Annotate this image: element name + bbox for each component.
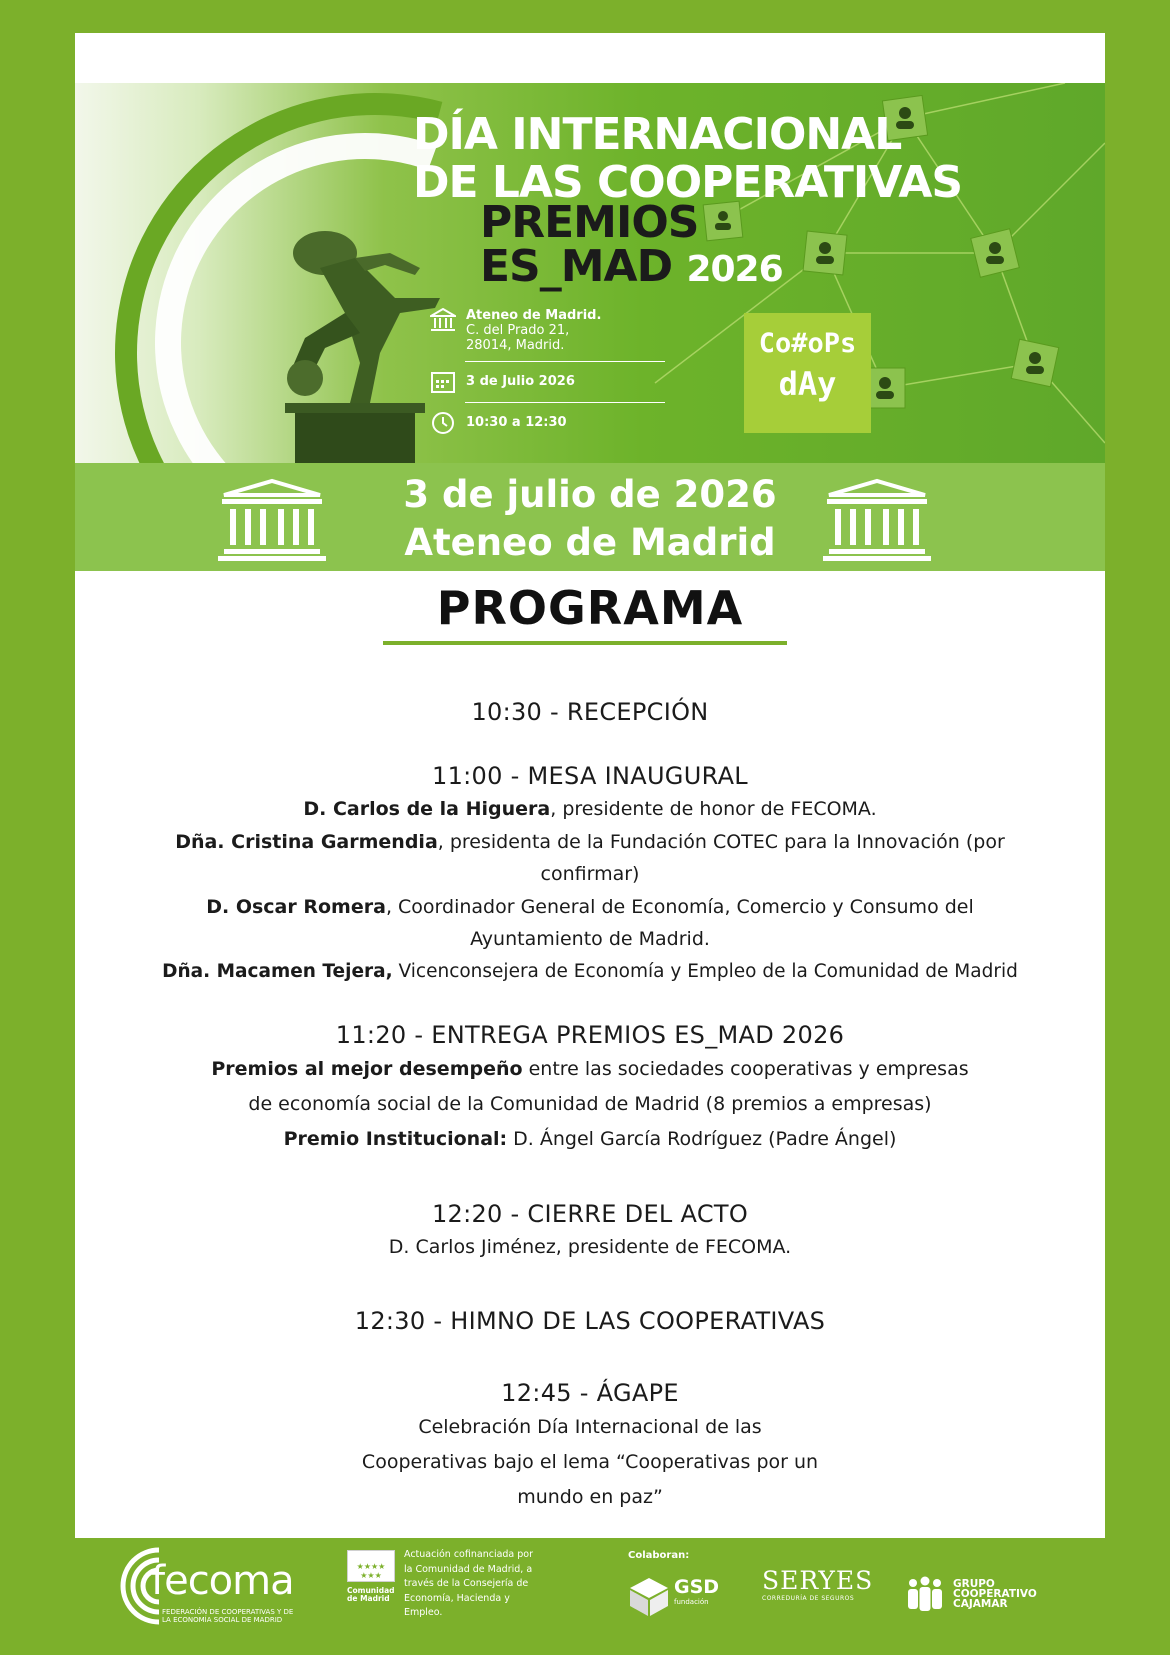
- info-divider: [465, 402, 665, 403]
- clock-icon: [430, 411, 456, 435]
- gsd-subtitle: fundación: [674, 1598, 709, 1606]
- premios-year: 2026: [686, 249, 783, 290]
- cajamar-line: COOPERATIVO: [953, 1588, 1037, 1600]
- item-name: D. Oscar Romera: [206, 895, 386, 918]
- slot-heading: 12:45 - ÁGAPE: [501, 1378, 679, 1407]
- slot-heading: 11:20 - ENTREGA PREMIOS ES_MAD 2026: [335, 1021, 845, 1049]
- item-name: Premio Institucional:: [283, 1128, 508, 1150]
- programa-list: [75, 695, 1105, 1545]
- item-name: Dña. Cristina Garmendia: [175, 830, 438, 853]
- program-slot: [75, 1376, 1105, 1515]
- cajamar-wordmark: [953, 1579, 1037, 1609]
- event-date: 3 de Julio 2026: [466, 374, 575, 389]
- program-slot: [75, 759, 1105, 988]
- item-text: D. Ángel García Rodríguez (Padre Ángel): [507, 1128, 897, 1150]
- event-banner: [75, 83, 1105, 463]
- banner-premios-line1: PREMIOS: [480, 197, 699, 248]
- banner-title-line1: DÍA INTERNACIONAL: [413, 109, 902, 160]
- venue-text: [466, 308, 616, 353]
- stars-icon: ★★★★ ★★★: [347, 1550, 395, 1582]
- fecoma-wordmark: fecoma: [151, 1558, 294, 1604]
- fecoma-subtitle: FEDERACIÓN DE COOPERATIVAS Y DE LA ECONOMÍA SOCIAL DE MADRID: [162, 1608, 294, 1624]
- item-name: Dña. Macamen Tejera,: [162, 960, 393, 982]
- banner-premios: [480, 197, 783, 292]
- colaboran-label: Colaboran:: [628, 1550, 690, 1561]
- program-slot: [75, 695, 1105, 729]
- info-divider: [465, 361, 665, 362]
- building-icon: [430, 308, 456, 332]
- seryes-subtitle: CORREDURÍA DE SEGUROS: [762, 1595, 855, 1602]
- strip-date: 3 de julio de 2026: [403, 473, 777, 516]
- slot-item: [75, 1410, 1105, 1515]
- slot-item: [75, 793, 1105, 826]
- date-row: [430, 370, 665, 394]
- gsd-cube-icon: [628, 1576, 670, 1618]
- cajamar-line: CAJAMAR: [953, 1598, 1008, 1610]
- slot-heading: 10:30 - RECEPCIÓN: [471, 698, 709, 726]
- cajamar-logo: [905, 1576, 1037, 1612]
- program-slot: [75, 1197, 1105, 1264]
- cofinanciada-text: Actuación cofinanciada por la Comunidad de Madrid, a través de la Consejería de Economía, Hacienda y Empleo.: [404, 1549, 534, 1618]
- coops-day-logo: [744, 313, 871, 433]
- slot-item: [75, 956, 1105, 989]
- banner-title: [413, 111, 962, 207]
- slot-item: [75, 826, 1105, 891]
- cajamar-line: GRUPO: [953, 1578, 995, 1590]
- premios-esmad: ES_MAD: [480, 241, 673, 292]
- people-icon: [905, 1576, 945, 1612]
- slot-item: [75, 1231, 1105, 1264]
- statue-image: [265, 163, 455, 463]
- slot-item: [75, 1052, 1105, 1122]
- comunidad-madrid-logo: [347, 1550, 397, 1610]
- item-name: D. Carlos de la Higuera: [303, 798, 551, 820]
- seryes-wordmark: SERYES: [762, 1566, 874, 1595]
- coops-day-line1: Co#oPs: [758, 328, 857, 359]
- program-slot: [75, 1304, 1105, 1338]
- item-text: Vicenconsejera de Economía y Empleo de la Comunidad de Madrid: [392, 960, 1018, 982]
- item-text: , presidenta de la Fundación COTEC para la Innovación (por confirmar): [437, 830, 1005, 885]
- date-strip: [75, 463, 1105, 571]
- program-slot: [75, 1018, 1105, 1157]
- item-text: , presidente de honor de FECOMA.: [550, 798, 877, 820]
- venue-address: C. del Prado 21, 28014, Madrid.: [466, 323, 570, 353]
- slot-item: [75, 891, 1105, 956]
- slot-heading: 12:20 - CIERRE DEL ACTO: [431, 1200, 749, 1228]
- slot-heading: 11:00 - MESA INAUGURAL: [432, 762, 748, 790]
- banner-premios-line2: [480, 241, 783, 292]
- programa-underline: [383, 641, 787, 645]
- coops-day-line2: dAy: [778, 365, 837, 403]
- temple-icon: [823, 477, 931, 561]
- venue-name: Ateneo de Madrid.: [466, 308, 602, 323]
- programa-title: PROGRAMA: [436, 581, 744, 635]
- calendar-icon: [430, 370, 456, 394]
- venue-row: [430, 308, 665, 353]
- item-text: Celebración Día Internacional de las Cooperativas bajo el lema “Cooperativas por un mundo en paz”: [361, 1415, 819, 1508]
- cmad-label: Comunidad de Madrid: [347, 1586, 395, 1603]
- item-name: Premios al mejor desempeño: [211, 1058, 523, 1080]
- date-venue-heading: [75, 471, 1105, 567]
- item-text: , Coordinador General de Economía, Comercio y Consumo del Ayuntamiento de Madrid.: [385, 895, 974, 950]
- strip-venue: Ateneo de Madrid: [404, 521, 776, 564]
- banner-title-line2: DE LAS COOPERATIVAS: [413, 157, 963, 208]
- gsd-logo: [628, 1572, 723, 1622]
- seryes-logo: [762, 1566, 873, 1602]
- item-text: D. Carlos Jiménez, presidente de FECOMA.: [388, 1236, 792, 1258]
- slot-item: [75, 1122, 1105, 1157]
- banner-event-info: [430, 308, 665, 443]
- slot-heading: 12:30 - HIMNO DE LAS COOPERATIVAS: [354, 1306, 826, 1335]
- fecoma-logo: [115, 1546, 305, 1626]
- gsd-wordmark: GSD: [674, 1576, 720, 1598]
- time-row: [430, 411, 665, 435]
- sponsors-footer: [0, 1538, 1170, 1655]
- poster-page: [75, 33, 1105, 1538]
- event-time: 10:30 a 12:30: [466, 415, 567, 430]
- item-text: entre las sociedades cooperativas y empresas de economía social de la Comunidad de Madrid (8 premios a empresas): [248, 1058, 969, 1115]
